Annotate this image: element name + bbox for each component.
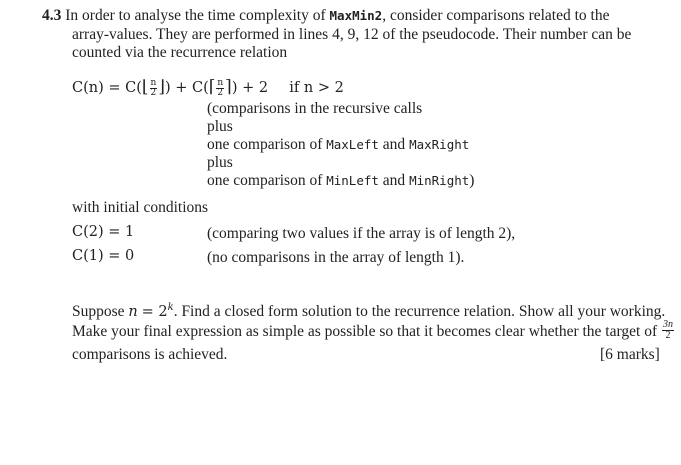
var-minleft: MinLeft (326, 173, 379, 188)
var-minright: MinRight (409, 173, 470, 188)
floor-right: ⌋ (158, 77, 165, 97)
var-maxleft: MaxLeft (326, 137, 379, 152)
condition-prefix: if (289, 80, 300, 96)
task-line-3: comparisons is achieved. (72, 346, 228, 363)
explanation-line-2: plus (207, 118, 233, 135)
recurrence-plus-two: ) + 2 (231, 80, 269, 96)
explanation-line-4: plus (207, 154, 233, 171)
explanation-line-5: one comparison of MinLeft and MinRight) (207, 172, 475, 189)
ceil-right: ⌉ (225, 77, 232, 97)
fraction-n-over-2-ceil: $\frac{n}{2}$ (217, 77, 224, 98)
intro-text-before: In order to analyse the time complexity of (65, 7, 326, 24)
var-maxright: MaxRight (409, 137, 470, 152)
task-line-2: Make your final expression as simple as possible so that it becomes clear whether the target of $\frac{3n}{2}$ (72, 319, 673, 341)
question-line-1 (42, 6, 609, 25)
question-line-3: counted via the recurrence relation (72, 44, 288, 61)
target-fraction: $\frac{3n}{2}$ (662, 319, 673, 341)
task-math-eq: = $2^k$ (141, 302, 174, 320)
initial-condition-1-formula: C(2) = 1 (72, 224, 135, 240)
floor-left: ⌊ (141, 77, 149, 97)
ceil-left: ⌈ (208, 77, 216, 97)
condition-rest: n > 2 (303, 80, 344, 96)
initial-condition-2-text: (no comparisons in the array of length 1). (207, 249, 465, 266)
initial-conditions-heading: with initial conditions (72, 199, 209, 216)
intro-text-after: , consider comparisons related to the (382, 7, 610, 24)
question-line-2: array-values. They are performed in lines 4, 9, 12 of the pseudocode. Their number can be (72, 26, 632, 43)
function-name: MaxMin2 (329, 8, 383, 23)
task-math-n: n (128, 304, 138, 320)
initial-condition-2-formula: C(1) = 0 (72, 248, 135, 264)
marks-label: [6 marks] (600, 346, 660, 363)
explanation-line-1: (comparisons in the recursive calls (207, 100, 423, 117)
task-line-1: Suppose $n = 2^k$. Find a closed form solution to the recurrence relation. Show all your working. (72, 302, 666, 320)
fraction-n-over-2: $\frac{n}{2}$ (150, 77, 157, 98)
recurrence-formula (72, 77, 344, 98)
explanation-line-3: one comparison of MaxLeft and MaxRight (207, 136, 470, 153)
task-line-1-suffix: . Find a closed form solution to the recurrence relation. Show all your working. (173, 303, 666, 320)
recurrence-lhs: C(n) = C( (72, 80, 142, 96)
recurrence-plus: ) + C( (164, 80, 209, 96)
initial-condition-1-text: (comparing two values if the array is of length 2), (207, 225, 516, 242)
question-number: 4.3 (42, 7, 62, 24)
